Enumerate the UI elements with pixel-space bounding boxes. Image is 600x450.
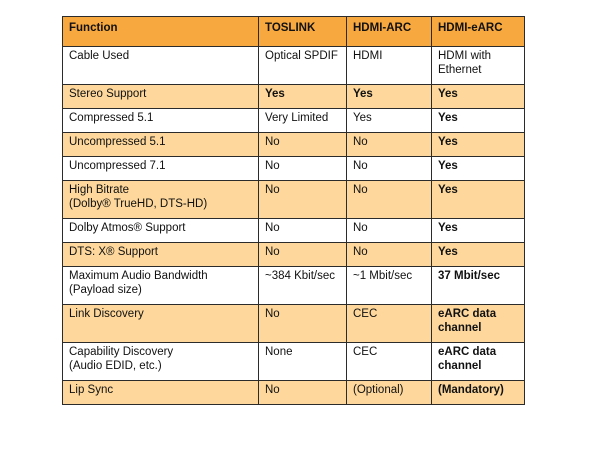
function-cell: DTS: X® Support (63, 243, 259, 267)
table-row (63, 47, 525, 85)
hdmi-arc-cell: (Optional) (347, 381, 432, 405)
hdmi-arc-cell: Yes (347, 109, 432, 133)
table-row (63, 381, 525, 405)
table-row (63, 181, 525, 219)
hdmi-arc-cell: No (347, 157, 432, 181)
toslink-cell: Yes (259, 85, 347, 109)
function-cell: Capability Discovery (Audio EDID, etc.) (63, 343, 259, 381)
hdmi-earc-cell: Yes (432, 243, 525, 267)
hdmi-earc-cell: eARC data channel (432, 343, 525, 381)
toslink-cell: No (259, 133, 347, 157)
hdmi-earc-cell: (Mandatory) (432, 381, 525, 405)
hdmi-arc-cell: No (347, 133, 432, 157)
toslink-cell: Very Limited (259, 109, 347, 133)
header-hdmi-earc: HDMI-eARC (432, 17, 525, 47)
table-row (63, 267, 525, 305)
function-cell: Lip Sync (63, 381, 259, 405)
toslink-cell: ~384 Kbit/sec (259, 267, 347, 305)
function-cell: High Bitrate (Dolby® TrueHD, DTS-HD) (63, 181, 259, 219)
function-cell: Compressed 5.1 (63, 109, 259, 133)
function-cell: Cable Used (63, 47, 259, 85)
table-row (63, 109, 525, 133)
hdmi-arc-cell: No (347, 181, 432, 219)
hdmi-earc-cell: Yes (432, 181, 525, 219)
toslink-cell: None (259, 343, 347, 381)
hdmi-arc-cell: HDMI (347, 47, 432, 85)
header-toslink: TOSLINK (259, 17, 347, 47)
hdmi-earc-cell: Yes (432, 157, 525, 181)
hdmi-arc-cell: Yes (347, 85, 432, 109)
function-cell: Maximum Audio Bandwidth (Payload size) (63, 267, 259, 305)
toslink-cell: No (259, 381, 347, 405)
toslink-cell: No (259, 157, 347, 181)
toslink-cell: No (259, 243, 347, 267)
hdmi-arc-cell: No (347, 243, 432, 267)
header-hdmi-arc: HDMI-ARC (347, 17, 432, 47)
hdmi-earc-cell: Yes (432, 109, 525, 133)
function-cell: Uncompressed 7.1 (63, 157, 259, 181)
hdmi-earc-cell: Yes (432, 219, 525, 243)
function-cell: Dolby Atmos® Support (63, 219, 259, 243)
hdmi-earc-cell: eARC data channel (432, 305, 525, 343)
table-row (63, 243, 525, 267)
table-row (63, 343, 525, 381)
table-row (63, 133, 525, 157)
table-row (63, 305, 525, 343)
table-row (63, 219, 525, 243)
toslink-cell: No (259, 219, 347, 243)
hdmi-arc-cell: No (347, 219, 432, 243)
comparison-table (62, 16, 525, 405)
hdmi-earc-cell: Yes (432, 133, 525, 157)
toslink-cell: No (259, 181, 347, 219)
function-cell: Stereo Support (63, 85, 259, 109)
hdmi-arc-cell: ~1 Mbit/sec (347, 267, 432, 305)
hdmi-earc-cell: 37 Mbit/sec (432, 267, 525, 305)
header-function: Function (63, 17, 259, 47)
hdmi-arc-cell: CEC (347, 305, 432, 343)
header-row (63, 17, 525, 47)
table-row (63, 157, 525, 181)
hdmi-arc-cell: CEC (347, 343, 432, 381)
function-cell: Uncompressed 5.1 (63, 133, 259, 157)
table-row (63, 85, 525, 109)
toslink-cell: Optical SPDIF (259, 47, 347, 85)
function-cell: Link Discovery (63, 305, 259, 343)
toslink-cell: No (259, 305, 347, 343)
hdmi-earc-cell: Yes (432, 85, 525, 109)
hdmi-earc-cell: HDMI with Ethernet (432, 47, 525, 85)
